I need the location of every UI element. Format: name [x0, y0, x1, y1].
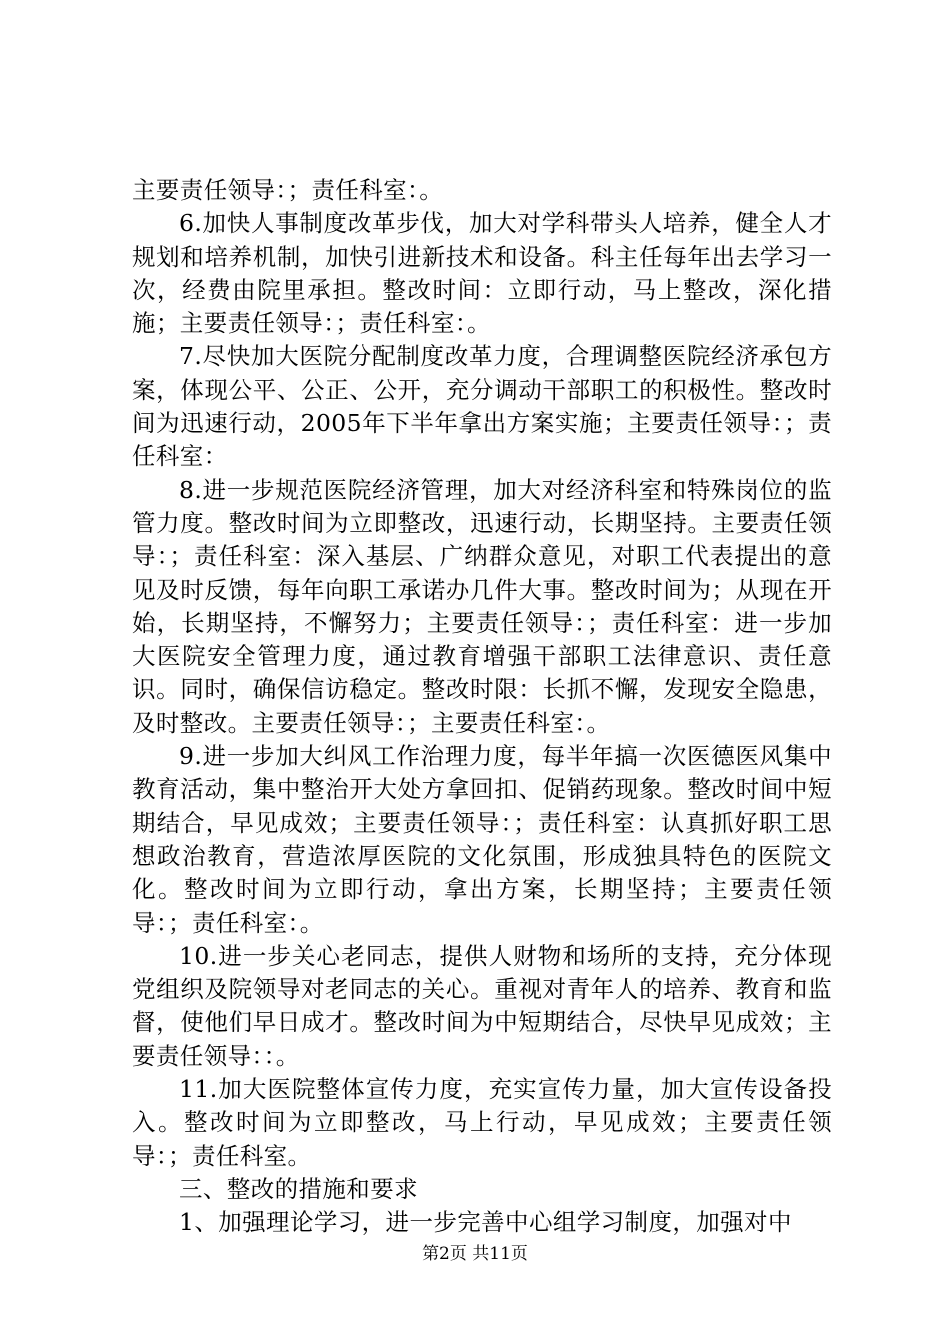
- document-body: [132, 174, 832, 1240]
- paragraph-item-6: 6.加快人事制度改革步伐，加大对学科带头人培养，健全人才规划和培养机制，加快引进新技术和设备。科主任每年出去学习一次，经费由院里承担。整改时间：立即行动，马上整改，深化措施；主要责任领导：；责任科室：。: [132, 209, 832, 338]
- page-footer: [0, 1243, 950, 1265]
- paragraph-item-11: 11.加大医院整体宣传力度，充实宣传力量，加大宣传设备投入。整改时间为立即整改，马上行动，早见成效；主要责任领导：；责任科室。: [132, 1075, 832, 1170]
- paragraph-1: 主要责任领导：；责任科室：。: [132, 176, 444, 204]
- paragraph-item-10: 10.进一步关心老同志，提供人财物和场所的支持，充分体现党组织及院领导对老同志的关心。重视对青年人的培养、教育和监督，使他们早日成才。整改时间为中短期结合，尽快早见成效；主要责任领导：：。: [132, 941, 832, 1070]
- page-number-label: 第2页 共11页: [422, 1244, 528, 1264]
- paragraph-item-7: 7.尽快加大医院分配制度改革力度，合理调整医院经济承包方案，体现公平、公正、公开，充分调动干部职工的积极性。整改时间为迅速行动，2005年下半年拿出方案实施；主要责任领导：；责任科室：: [132, 342, 832, 471]
- paragraph-item-8: 8.进一步规范医院经济管理，加大对经济科室和特殊岗位的监管力度。整改时间为立即整改，迅速行动，长期坚持。主要责任领导：；责任科室：深入基层、广纳群众意见，对职工代表提出的意见及时反馈，每年向职工承诺办几件大事。整改时间为；从现在开始，长期坚持，不懈努力；主要责任领导：；责任科室：进一步加大医院安全管理力度，通过教育增强干部职工法律意识、责任意识。同时，确保信访稳定。整改时限：长抓不懈，发现安全隐患，及时整改。主要责任领导：；主要责任科室：。: [132, 475, 832, 737]
- section-heading-measures: 三、整改的措施和要求: [179, 1174, 418, 1203]
- paragraph-measure-1: 1、加强理论学习，进一步完善中心组学习制度，加强对中: [179, 1208, 792, 1237]
- paragraph-item-9: 9.进一步加大纠风工作治理力度，每半年搞一次医德医风集中教育活动，集中整治开大处方拿回扣、促销药现象。整改时间中短期结合，早见成效；主要责任领导：；责任科室：认真抓好职工思想政治教育，营造浓厚医院的文化氛围，形成独具特色的医院文化。整改时间为立即行动，拿出方案，长期坚持；主要责任领导：；责任科室：。: [132, 742, 832, 937]
